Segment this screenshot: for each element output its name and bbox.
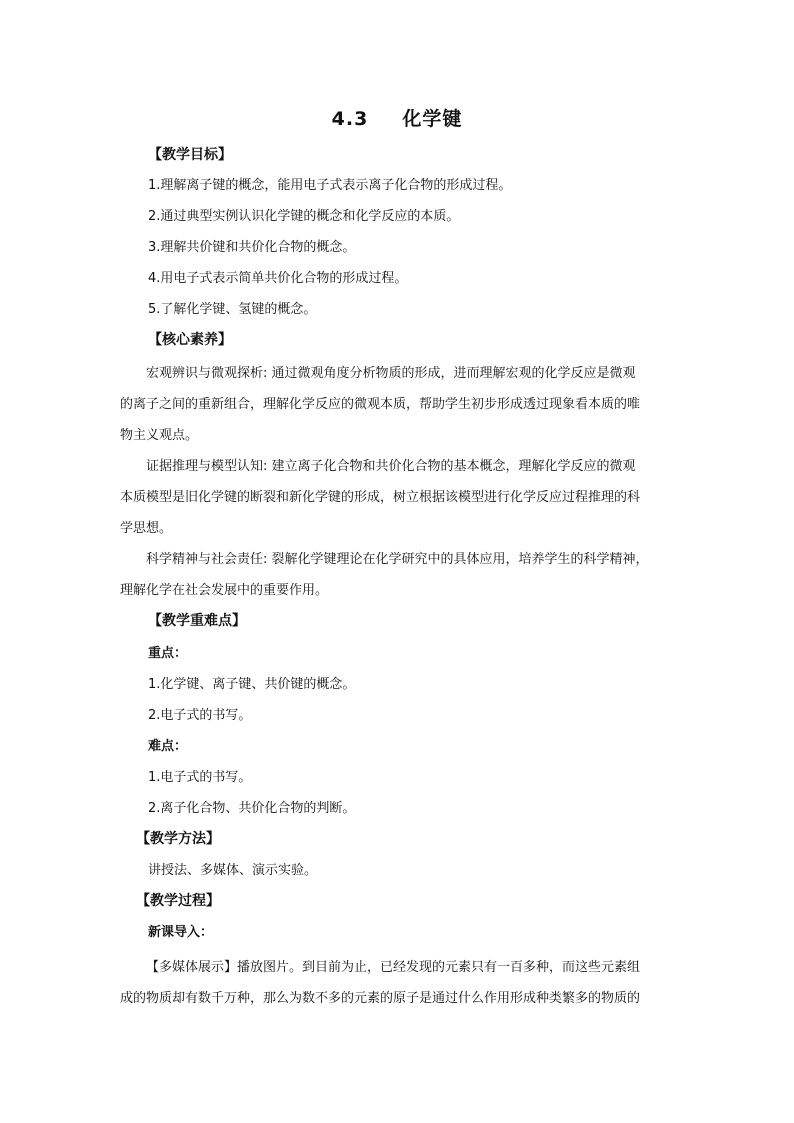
key-item: 1.化学键、离子键、共价键的概念。 [148, 677, 356, 692]
literacy-paragraph-1 [120, 358, 676, 451]
difficult-item: 2.离子化合物、共价化合物的判断。 [148, 801, 356, 816]
literacy-heading: 【核心素养】 [148, 332, 232, 348]
literacy-paragraph-2 [120, 451, 676, 544]
page-title [0, 104, 794, 131]
paragraph-line: 成的物质却有数千万种，那么为数不多的元素的原子是通过什么作用形成种类繁多的物质的 [120, 991, 641, 1006]
paragraph-line: 学思想。 [120, 521, 173, 536]
paragraph-line: 宏观辨识与微观探析: 通过微观角度分析物质的形成，进而理解宏观的化学反应是微观 [146, 366, 636, 381]
goal-item: 1.理解离子键的概念，能用电子式表示离子化合物的形成过程。 [148, 178, 512, 193]
paragraph-line: 理解化学在社会发展中的重要作用。 [120, 583, 329, 598]
goal-item: 3.理解共价键和共价化合物的概念。 [148, 240, 356, 255]
section-title: 化学键 [402, 108, 463, 130]
goal-item: 4.用电子式表示简单共价化合物的形成过程。 [148, 271, 408, 286]
method-text: 讲授法、多媒体、演示实验。 [148, 863, 318, 878]
paragraph-line: 科学精神与社会责任: 裂解化学键理论在化学研究中的具体应用，培养学生的科学精神， [146, 552, 649, 567]
paragraph-line: 证据推理与模型认知: 建立离子化合物和共价化合物的基本概念，理解化学反应的微观 [146, 459, 636, 474]
method-heading: 【教学方法】 [136, 831, 220, 847]
intro-label: 新课导入： [148, 925, 214, 940]
key-item: 2.电子式的书写。 [148, 708, 252, 723]
key-label: 重点： [148, 646, 188, 661]
paragraph-line: 的离子之间的重新组合，理解化学反应的微观本质，帮助学生初步形成透过现象看本质的唯 [120, 397, 641, 412]
paragraph-line: 物主义观点。 [120, 428, 199, 443]
goals-heading: 【教学目标】 [148, 147, 232, 163]
process-heading: 【教学过程】 [136, 893, 220, 909]
paragraph-line: 【多媒体展示】播放图片。到目前为止，已经发现的元素只有一百多种，而这些元素组 [146, 960, 641, 975]
keypoints-heading: 【教学重难点】 [148, 613, 246, 629]
difficult-item: 1.电子式的书写。 [148, 770, 252, 785]
goal-item: 5.了解化学键、氢键的概念。 [148, 302, 317, 317]
intro-paragraph [120, 952, 676, 1014]
section-number: 4.3 [331, 108, 369, 130]
paragraph-line: 本质模型是旧化学键的断裂和新化学键的形成，树立根据该模型进行化学反应过程推理的科 [120, 490, 641, 505]
difficult-label: 难点： [148, 739, 188, 754]
goal-item: 2.通过典型实例认识化学键的概念和化学反应的本质。 [148, 209, 460, 224]
literacy-paragraph-3 [120, 544, 676, 606]
